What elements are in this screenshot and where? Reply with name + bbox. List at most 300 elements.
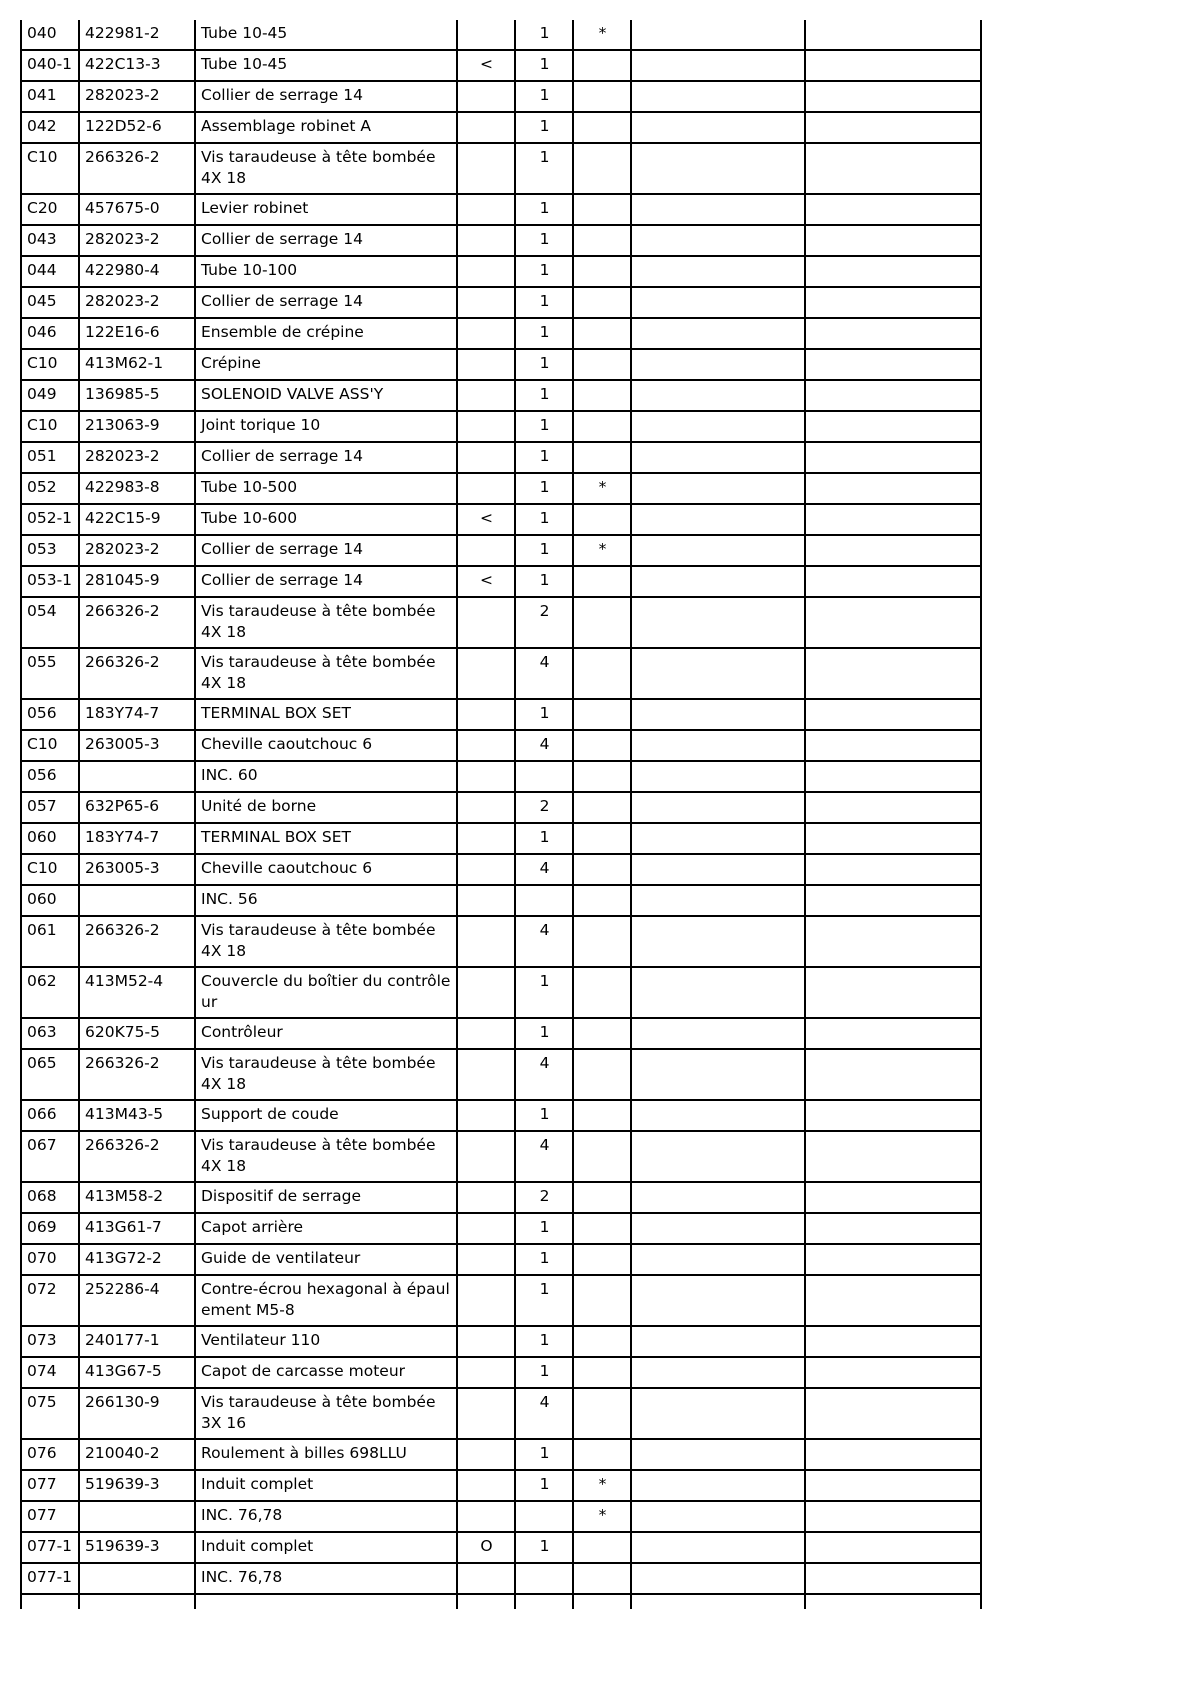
- empty-cell: [805, 81, 981, 112]
- quantity-cell: 1: [515, 194, 573, 225]
- description-cell: Collier de serrage 14: [195, 535, 457, 566]
- change-flag-cell: [457, 194, 515, 225]
- table-row: [21, 648, 981, 699]
- quantity-cell: 1: [515, 1357, 573, 1388]
- item-number-cell: 057: [21, 792, 79, 823]
- note-mark-cell: [573, 1213, 631, 1244]
- description-cell: INC. 56: [195, 885, 457, 916]
- description-cell: SOLENOID VALVE ASS'Y: [195, 380, 457, 411]
- description-cell: Cheville caoutchouc 6: [195, 730, 457, 761]
- table-row: [21, 1470, 981, 1501]
- note-mark-cell: [573, 143, 631, 194]
- note-mark-cell: [573, 699, 631, 730]
- item-number-cell: 070: [21, 1244, 79, 1275]
- table-row: [21, 349, 981, 380]
- note-mark-cell: [573, 730, 631, 761]
- quantity-cell: 1: [515, 504, 573, 535]
- item-number-cell: 072: [21, 1275, 79, 1326]
- item-number-cell: 040: [21, 20, 79, 50]
- empty-cell: [805, 1357, 981, 1388]
- change-flag-cell: [457, 792, 515, 823]
- note-mark-cell: [573, 761, 631, 792]
- quantity-cell: 4: [515, 916, 573, 967]
- empty-cell: [631, 792, 805, 823]
- part-number-cell: 282023-2: [79, 442, 195, 473]
- note-mark-cell: *: [573, 1470, 631, 1501]
- quantity-cell: 1: [515, 20, 573, 50]
- change-flag-cell: [457, 885, 515, 916]
- change-flag-cell: [457, 20, 515, 50]
- item-number-cell: 065: [21, 1049, 79, 1100]
- part-number-cell: 266326-2: [79, 916, 195, 967]
- part-number-cell: 519639-3: [79, 1532, 195, 1563]
- quantity-cell: 4: [515, 854, 573, 885]
- description-cell: Levier robinet: [195, 194, 457, 225]
- empty-cell: [631, 1275, 805, 1326]
- table-row: [21, 885, 981, 916]
- empty-cell: [631, 566, 805, 597]
- parts-list-body: [21, 20, 981, 1609]
- description-cell: Assemblage robinet A: [195, 112, 457, 143]
- change-flag-cell: [457, 411, 515, 442]
- empty-cell: [631, 1049, 805, 1100]
- change-flag-cell: [457, 1182, 515, 1213]
- empty-cell: [805, 1131, 981, 1182]
- quantity-cell: 1: [515, 1532, 573, 1563]
- change-flag-cell: [457, 380, 515, 411]
- empty-cell: [805, 761, 981, 792]
- table-row: [21, 967, 981, 1018]
- table-row: [21, 535, 981, 566]
- empty-cell: [805, 566, 981, 597]
- change-flag-cell: [457, 761, 515, 792]
- part-number-cell: 266326-2: [79, 648, 195, 699]
- item-number-cell: 076: [21, 1439, 79, 1470]
- description-cell: Guide de ventilateur: [195, 1244, 457, 1275]
- quantity-cell: 1: [515, 699, 573, 730]
- part-number-cell: 413G67-5: [79, 1357, 195, 1388]
- empty-cell: [805, 1049, 981, 1100]
- item-number-cell: C10: [21, 854, 79, 885]
- quantity-cell: 1: [515, 112, 573, 143]
- item-number-cell: 056: [21, 699, 79, 730]
- description-cell: Tube 10-45: [195, 20, 457, 50]
- change-flag-cell: [457, 1213, 515, 1244]
- change-flag-cell: [457, 256, 515, 287]
- note-mark-cell: [573, 1388, 631, 1439]
- empty-cell: [21, 1594, 79, 1609]
- empty-cell: [631, 761, 805, 792]
- table-row: [21, 1213, 981, 1244]
- empty-cell: [631, 1213, 805, 1244]
- change-flag-cell: [457, 1018, 515, 1049]
- description-cell: Collier de serrage 14: [195, 442, 457, 473]
- part-number-cell: 266326-2: [79, 1131, 195, 1182]
- change-flag-cell: [457, 1275, 515, 1326]
- empty-cell: [805, 411, 981, 442]
- change-flag-cell: <: [457, 504, 515, 535]
- part-number-cell: 413M58-2: [79, 1182, 195, 1213]
- description-cell: Contrôleur: [195, 1018, 457, 1049]
- change-flag-cell: [457, 1244, 515, 1275]
- quantity-cell: 1: [515, 823, 573, 854]
- change-flag-cell: [457, 823, 515, 854]
- empty-cell: [805, 1532, 981, 1563]
- item-number-cell: 062: [21, 967, 79, 1018]
- empty-cell: [631, 473, 805, 504]
- empty-cell: [631, 225, 805, 256]
- item-number-cell: 054: [21, 597, 79, 648]
- change-flag-cell: [457, 112, 515, 143]
- empty-cell: [631, 1131, 805, 1182]
- part-number-cell: 413G61-7: [79, 1213, 195, 1244]
- item-number-cell: 053-1: [21, 566, 79, 597]
- note-mark-cell: [573, 597, 631, 648]
- empty-cell: [631, 699, 805, 730]
- empty-cell: [805, 792, 981, 823]
- change-flag-cell: [457, 81, 515, 112]
- item-number-cell: 077-1: [21, 1532, 79, 1563]
- description-cell: Ensemble de crépine: [195, 318, 457, 349]
- note-mark-cell: [573, 349, 631, 380]
- note-mark-cell: [573, 318, 631, 349]
- note-mark-cell: [573, 1182, 631, 1213]
- note-mark-cell: [573, 81, 631, 112]
- item-number-cell: 060: [21, 823, 79, 854]
- table-row: [21, 1131, 981, 1182]
- note-mark-cell: [573, 1357, 631, 1388]
- part-number-cell: [79, 885, 195, 916]
- note-mark-cell: [573, 256, 631, 287]
- empty-cell: [805, 699, 981, 730]
- table-row: [21, 504, 981, 535]
- change-flag-cell: [457, 597, 515, 648]
- empty-cell: [805, 885, 981, 916]
- empty-cell: [805, 1275, 981, 1326]
- item-number-cell: 077-1: [21, 1563, 79, 1594]
- description-cell: Induit complet: [195, 1470, 457, 1501]
- part-number-cell: 519639-3: [79, 1470, 195, 1501]
- note-mark-cell: [573, 1326, 631, 1357]
- empty-cell: [631, 1501, 805, 1532]
- item-number-cell: 074: [21, 1357, 79, 1388]
- change-flag-cell: [457, 1501, 515, 1532]
- description-cell: Roulement à billes 698LLU: [195, 1439, 457, 1470]
- change-flag-cell: [457, 730, 515, 761]
- part-number-cell: 266326-2: [79, 1049, 195, 1100]
- empty-cell: [631, 648, 805, 699]
- part-number-cell: 240177-1: [79, 1326, 195, 1357]
- empty-cell: [805, 1018, 981, 1049]
- quantity-cell: 1: [515, 256, 573, 287]
- empty-cell: [631, 885, 805, 916]
- note-mark-cell: [573, 1100, 631, 1131]
- table-row: [21, 761, 981, 792]
- item-number-cell: 041: [21, 81, 79, 112]
- note-mark-cell: [573, 194, 631, 225]
- table-row: [21, 1532, 981, 1563]
- note-mark-cell: [573, 792, 631, 823]
- description-cell: Tube 10-100: [195, 256, 457, 287]
- empty-cell: [805, 20, 981, 50]
- part-number-cell: 282023-2: [79, 225, 195, 256]
- empty-cell: [805, 1501, 981, 1532]
- empty-cell: [631, 1439, 805, 1470]
- empty-cell: [515, 1594, 573, 1609]
- table-row: [21, 112, 981, 143]
- note-mark-cell: [573, 566, 631, 597]
- table-row: [21, 1100, 981, 1131]
- table-row: [21, 442, 981, 473]
- change-flag-cell: [457, 916, 515, 967]
- change-flag-cell: [457, 1100, 515, 1131]
- quantity-cell: 1: [515, 535, 573, 566]
- item-number-cell: 075: [21, 1388, 79, 1439]
- note-mark-cell: [573, 1018, 631, 1049]
- description-cell: Crépine: [195, 349, 457, 380]
- empty-cell: [631, 318, 805, 349]
- empty-cell: [79, 1594, 195, 1609]
- change-flag-cell: [457, 318, 515, 349]
- empty-cell: [805, 50, 981, 81]
- description-cell: Tube 10-500: [195, 473, 457, 504]
- empty-cell: [631, 967, 805, 1018]
- empty-cell: [805, 854, 981, 885]
- item-number-cell: 055: [21, 648, 79, 699]
- empty-cell: [631, 380, 805, 411]
- table-row: [21, 225, 981, 256]
- item-number-cell: 052-1: [21, 504, 79, 535]
- change-flag-cell: [457, 1326, 515, 1357]
- empty-cell: [805, 1244, 981, 1275]
- part-number-cell: 413M52-4: [79, 967, 195, 1018]
- note-mark-cell: [573, 1131, 631, 1182]
- quantity-cell: 1: [515, 349, 573, 380]
- empty-cell: [631, 916, 805, 967]
- note-mark-cell: [573, 648, 631, 699]
- quantity-cell: 1: [515, 1018, 573, 1049]
- part-number-cell: 422981-2: [79, 20, 195, 50]
- empty-cell: [805, 1100, 981, 1131]
- description-cell: Contre-écrou hexagonal à épaul ement M5-8: [195, 1275, 457, 1326]
- table-row: [21, 792, 981, 823]
- description-cell: TERMINAL BOX SET: [195, 823, 457, 854]
- empty-cell: [573, 1594, 631, 1609]
- table-row: [21, 1501, 981, 1532]
- empty-cell: [805, 597, 981, 648]
- note-mark-cell: [573, 50, 631, 81]
- item-number-cell: C10: [21, 730, 79, 761]
- description-cell: Unité de borne: [195, 792, 457, 823]
- empty-cell: [631, 442, 805, 473]
- quantity-cell: 4: [515, 1388, 573, 1439]
- quantity-cell: 1: [515, 380, 573, 411]
- table-row: [21, 411, 981, 442]
- note-mark-cell: [573, 380, 631, 411]
- quantity-cell: 1: [515, 1244, 573, 1275]
- quantity-cell: 4: [515, 730, 573, 761]
- table-row: [21, 1275, 981, 1326]
- quantity-cell: 1: [515, 1213, 573, 1244]
- quantity-cell: 2: [515, 1182, 573, 1213]
- quantity-cell: 1: [515, 442, 573, 473]
- empty-cell: [805, 318, 981, 349]
- empty-cell: [805, 823, 981, 854]
- description-cell: Vis taraudeuse à tête bombée 4X 18: [195, 1131, 457, 1182]
- item-number-cell: 053: [21, 535, 79, 566]
- item-number-cell: 040-1: [21, 50, 79, 81]
- item-number-cell: C10: [21, 143, 79, 194]
- parts-list-table: [20, 20, 982, 1609]
- part-number-cell: [79, 1563, 195, 1594]
- table-row: [21, 143, 981, 194]
- empty-cell: [631, 1532, 805, 1563]
- table-row: [21, 916, 981, 967]
- change-flag-cell: [457, 648, 515, 699]
- part-number-cell: [79, 1501, 195, 1532]
- description-cell: Dispositif de serrage: [195, 1182, 457, 1213]
- item-number-cell: 063: [21, 1018, 79, 1049]
- item-number-cell: 043: [21, 225, 79, 256]
- part-number-cell: 122E16-6: [79, 318, 195, 349]
- empty-cell: [805, 349, 981, 380]
- quantity-cell: 1: [515, 1100, 573, 1131]
- item-number-cell: 044: [21, 256, 79, 287]
- item-number-cell: 068: [21, 1182, 79, 1213]
- part-number-cell: 281045-9: [79, 566, 195, 597]
- quantity-cell: 1: [515, 287, 573, 318]
- item-number-cell: 077: [21, 1501, 79, 1532]
- part-number-cell: 213063-9: [79, 411, 195, 442]
- description-cell: Collier de serrage 14: [195, 287, 457, 318]
- table-row: [21, 1439, 981, 1470]
- change-flag-cell: [457, 473, 515, 504]
- note-mark-cell: [573, 225, 631, 256]
- note-mark-cell: [573, 1532, 631, 1563]
- part-number-cell: 282023-2: [79, 535, 195, 566]
- empty-cell: [805, 1182, 981, 1213]
- empty-cell: [631, 112, 805, 143]
- empty-cell: [631, 1470, 805, 1501]
- table-row: [21, 256, 981, 287]
- quantity-cell: 1: [515, 1470, 573, 1501]
- empty-cell: [631, 287, 805, 318]
- note-mark-cell: *: [573, 535, 631, 566]
- change-flag-cell: O: [457, 1532, 515, 1563]
- description-cell: Collier de serrage 14: [195, 566, 457, 597]
- change-flag-cell: [457, 287, 515, 318]
- empty-cell: [631, 597, 805, 648]
- empty-cell: [805, 473, 981, 504]
- quantity-cell: 1: [515, 473, 573, 504]
- empty-cell: [805, 1388, 981, 1439]
- empty-cell: [631, 1018, 805, 1049]
- note-mark-cell: [573, 411, 631, 442]
- quantity-cell: 1: [515, 318, 573, 349]
- empty-cell: [631, 194, 805, 225]
- empty-cell: [805, 1439, 981, 1470]
- part-number-cell: 183Y74-7: [79, 699, 195, 730]
- empty-cell: [805, 287, 981, 318]
- empty-cell: [805, 1326, 981, 1357]
- description-cell: Vis taraudeuse à tête bombée 4X 18: [195, 648, 457, 699]
- part-number-cell: 263005-3: [79, 854, 195, 885]
- description-cell: INC. 60: [195, 761, 457, 792]
- table-row: [21, 1049, 981, 1100]
- item-number-cell: C10: [21, 411, 79, 442]
- note-mark-cell: [573, 1563, 631, 1594]
- empty-cell: [805, 1213, 981, 1244]
- quantity-cell: [515, 1501, 573, 1532]
- quantity-cell: 1: [515, 411, 573, 442]
- table-row: [21, 597, 981, 648]
- part-number-cell: 252286-4: [79, 1275, 195, 1326]
- empty-cell: [631, 1326, 805, 1357]
- table-row: [21, 699, 981, 730]
- part-number-cell: 413G72-2: [79, 1244, 195, 1275]
- empty-cell: [805, 916, 981, 967]
- table-row: [21, 823, 981, 854]
- empty-cell: [631, 504, 805, 535]
- table-row: [21, 1018, 981, 1049]
- item-number-cell: 042: [21, 112, 79, 143]
- change-flag-cell: [457, 1357, 515, 1388]
- change-flag-cell: [457, 442, 515, 473]
- empty-cell: [631, 730, 805, 761]
- table-row: [21, 566, 981, 597]
- part-number-cell: 422C13-3: [79, 50, 195, 81]
- empty-cell: [631, 854, 805, 885]
- quantity-cell: 1: [515, 50, 573, 81]
- description-cell: Collier de serrage 14: [195, 81, 457, 112]
- item-number-cell: 077: [21, 1470, 79, 1501]
- note-mark-cell: [573, 916, 631, 967]
- empty-cell: [805, 112, 981, 143]
- part-number-cell: 632P65-6: [79, 792, 195, 823]
- change-flag-cell: [457, 1470, 515, 1501]
- description-cell: Vis taraudeuse à tête bombée 4X 18: [195, 143, 457, 194]
- empty-cell: [631, 535, 805, 566]
- description-cell: Cheville caoutchouc 6: [195, 854, 457, 885]
- description-cell: Ventilateur 110: [195, 1326, 457, 1357]
- empty-cell: [805, 143, 981, 194]
- quantity-cell: 1: [515, 1326, 573, 1357]
- part-number-cell: 413M62-1: [79, 349, 195, 380]
- empty-cell: [631, 1100, 805, 1131]
- item-number-cell: 073: [21, 1326, 79, 1357]
- description-cell: Tube 10-600: [195, 504, 457, 535]
- quantity-cell: 1: [515, 967, 573, 1018]
- quantity-cell: 4: [515, 648, 573, 699]
- note-mark-cell: [573, 287, 631, 318]
- description-cell: Induit complet: [195, 1532, 457, 1563]
- part-number-cell: 122D52-6: [79, 112, 195, 143]
- empty-cell: [631, 823, 805, 854]
- empty-cell: [805, 1594, 981, 1609]
- empty-cell: [805, 967, 981, 1018]
- quantity-cell: 1: [515, 225, 573, 256]
- part-number-cell: 183Y74-7: [79, 823, 195, 854]
- description-cell: Tube 10-45: [195, 50, 457, 81]
- quantity-cell: [515, 1563, 573, 1594]
- table-row: [21, 730, 981, 761]
- item-number-cell: 066: [21, 1100, 79, 1131]
- empty-cell: [805, 225, 981, 256]
- note-mark-cell: *: [573, 473, 631, 504]
- item-number-cell: 045: [21, 287, 79, 318]
- quantity-cell: 1: [515, 1439, 573, 1470]
- item-number-cell: 052: [21, 473, 79, 504]
